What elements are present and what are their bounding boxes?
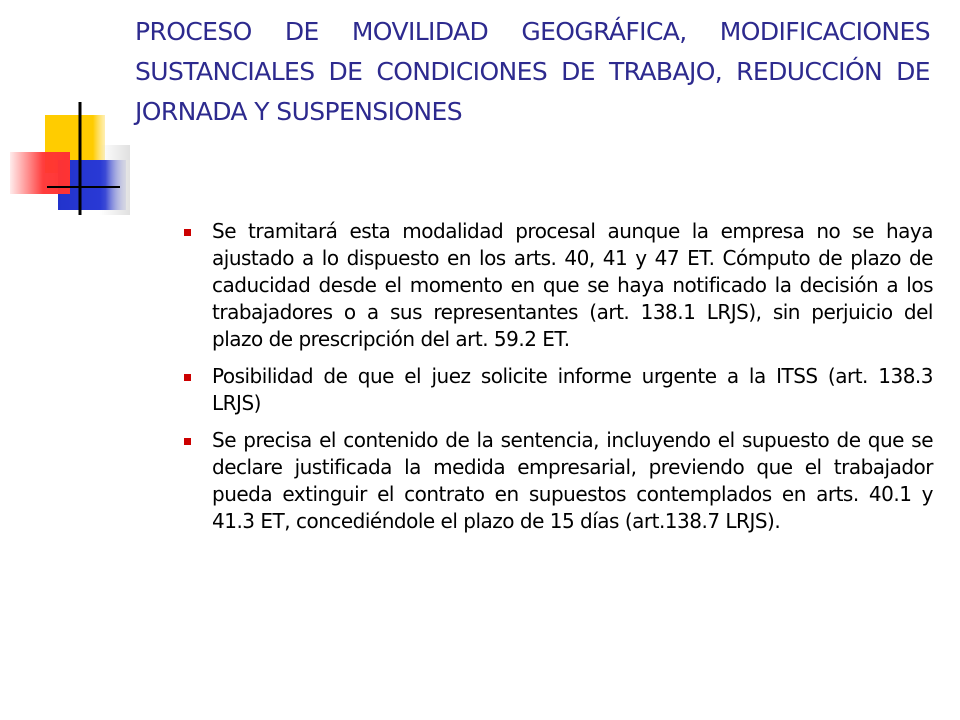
- square-bullet-icon: [184, 229, 191, 236]
- bullet-text: Se tramitará esta modalidad procesal aunque la empresa no se haya ajustado a lo dispuesto en los arts. 40, 41 y 47 ET. Cómputo de plazo de caducidad desde el momento en que se haya notificado la decisión a los trabajadores o a sus representantes (art. 138.1 LRJS), sin perjuicio del plazo de prescripción del art. 59.2 ET.: [212, 219, 933, 351]
- square-bullet-icon: [184, 374, 191, 381]
- bullet-item: [180, 427, 933, 535]
- shadow-strip: [100, 145, 130, 215]
- decorative-squares-logo: [0, 0, 140, 230]
- bullet-list: [180, 218, 933, 545]
- bullet-text: Posibilidad de que el juez solicite informe urgente a la ITSS (art. 138.3 LRJS): [212, 364, 933, 415]
- slide-title: PROCESO DE MOVILIDAD GEOGRÁFICA, MODIFICACIONES SUSTANCIALES DE CONDICIONES DE TRABAJO, REDUCCIÓN DE JORNADA Y SUSPENSIONES: [135, 17, 930, 126]
- bullet-text: Se precisa el contenido de la sentencia, incluyendo el supuesto de que se declare justificada la medida empresarial, previendo que el trabajador pueda extinguir el contrato en supuestos contemplados en arts. 40.1 y 41.3 ET, concediéndole el plazo de 15 días (art.138.7 LRJS).: [212, 428, 933, 533]
- bullet-item: [180, 218, 933, 353]
- square-bullet-icon: [184, 438, 191, 445]
- bullet-item: [180, 363, 933, 417]
